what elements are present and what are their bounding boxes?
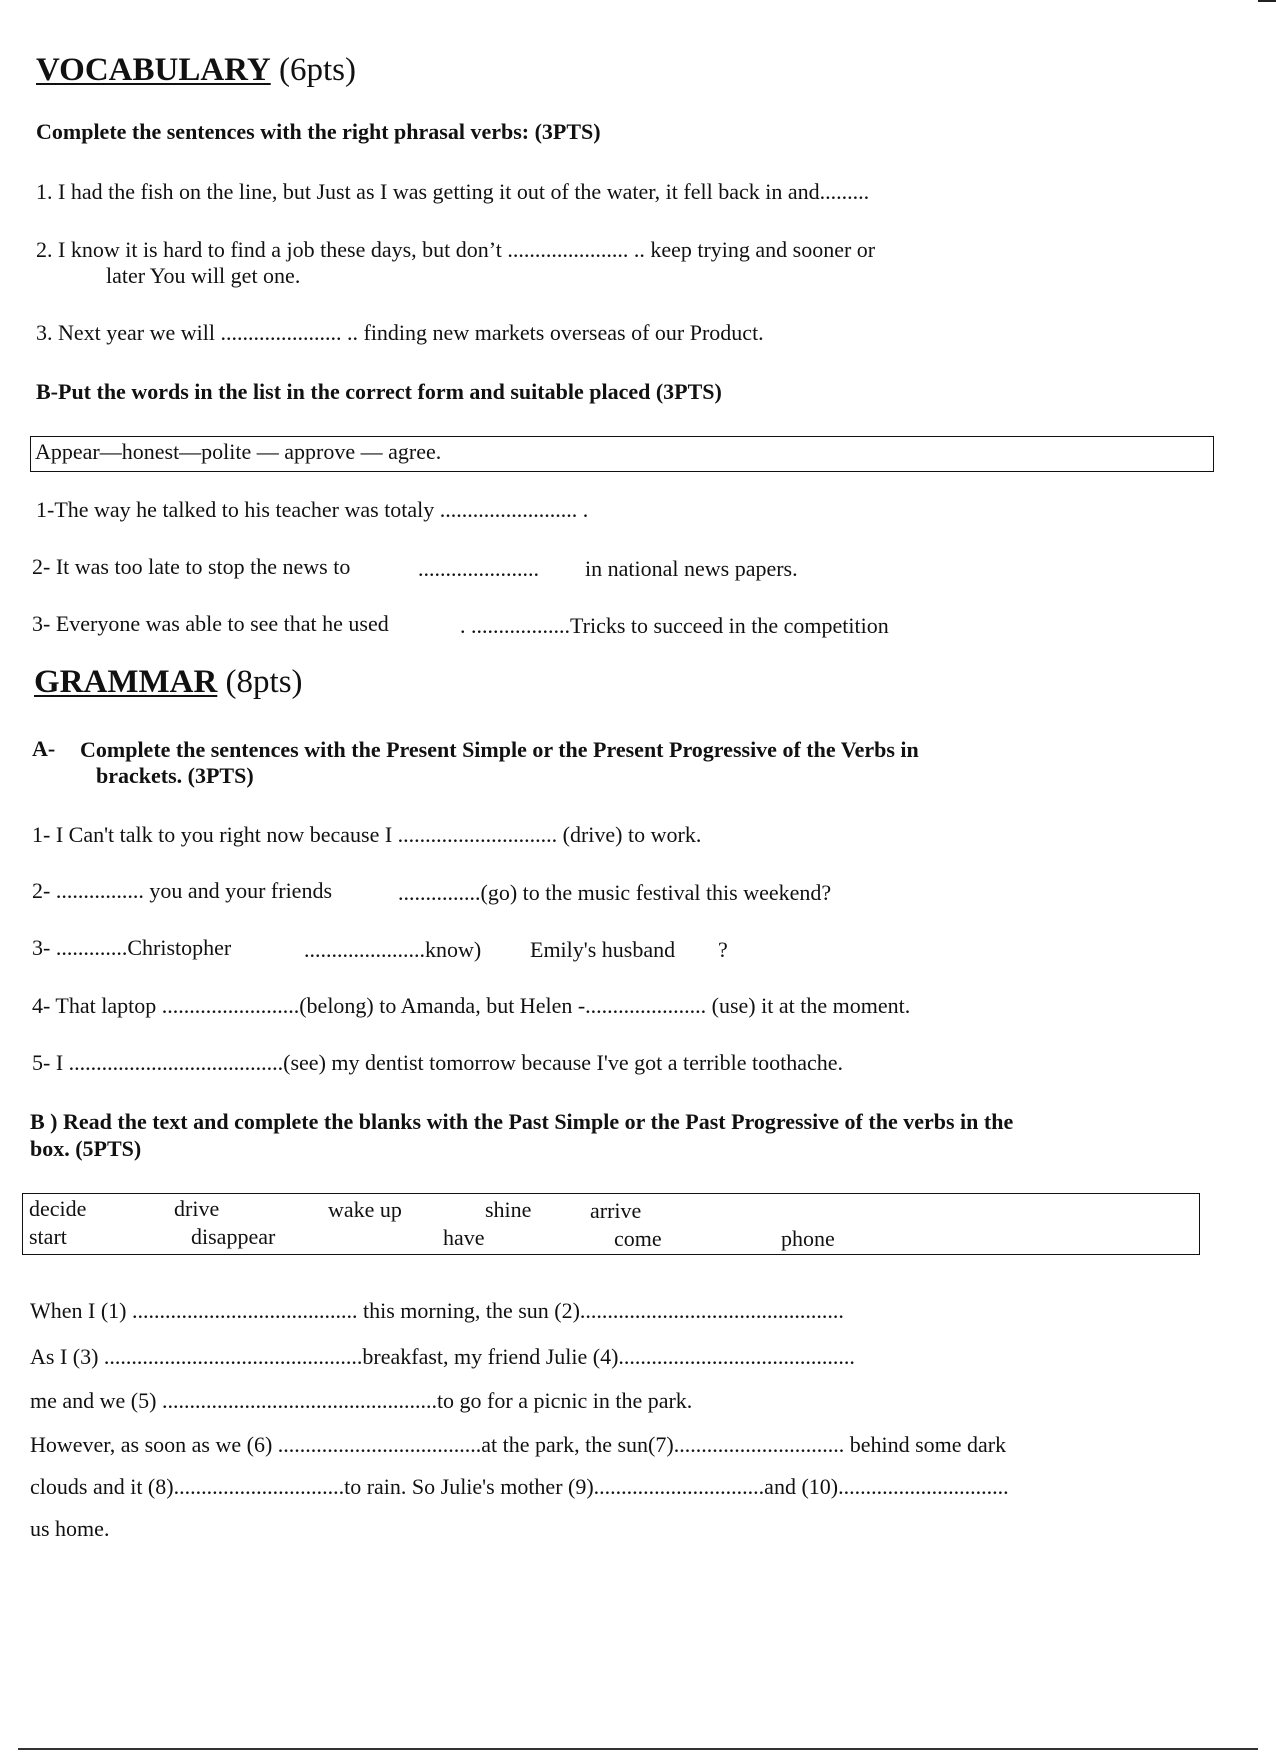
grammar-a-item-1: 1- I Can't talk to you right now because I ............................. (drive) to work. [32, 822, 702, 847]
verb-wake-up: wake up [328, 1197, 402, 1222]
grammar-verb-box [22, 1193, 1200, 1255]
grammar-a-instruction-1: Complete the sentences with the Present Simple or the Present Progressive of the Verbs in [80, 737, 919, 762]
text-line-5: clouds and it (8)...............................to rain. So Julie's mother (9)...............................and (10)............................... [30, 1474, 1009, 1499]
vocab-a-item-1: 1. I had the fish on the line, but Just as I was getting it out of the water, it fell back in and......... [36, 179, 870, 204]
vocab-b-item-1: 1-The way he talked to his teacher was totaly ......................... . [36, 497, 589, 522]
grammar-b-instruction-1: B ) Read the text and complete the blanks with the Past Simple or the Past Progressive of the verbs in the [30, 1109, 1014, 1134]
vocab-a-item-2: 2. I know it is hard to find a job these days, but don’t ...................... .. keep trying and sooner or [36, 237, 876, 262]
verb-phone: phone [781, 1226, 835, 1251]
vocab-b-item-2-blank: ...................... [418, 556, 539, 581]
grammar-points: (8pts) [225, 664, 303, 700]
grammar-b-instruction-2: box. (5PTS) [30, 1136, 142, 1161]
grammar-a-item-3-end: Emily's husband [530, 937, 676, 962]
grammar-a-item-4: 4- That laptop .........................(belong) to Amanda, but Helen -...................... (use) it at the moment. [32, 993, 911, 1018]
text-line-6: us home. [30, 1516, 110, 1541]
vocab-b-item-3: 3- Everyone was able to see that he used [32, 611, 389, 636]
text-line-2: As I (3) ...............................................breakfast, my friend Julie (4)........................................... [30, 1344, 855, 1369]
vocabulary-heading [36, 52, 356, 89]
grammar-a-instruction-2: brackets. (3PTS) [96, 763, 254, 788]
grammar-heading [34, 664, 303, 701]
vocab-b-item-2: 2- It was too late to stop the news to [32, 554, 351, 579]
verb-decide: decide [29, 1196, 87, 1221]
vocab-a-item-3: 3. Next year we will ...................... .. finding new markets overseas of our Product. [36, 320, 764, 345]
grammar-a-item-3-blank: ......................know) [304, 937, 482, 962]
vocabulary-title: VOCABULARY [36, 52, 271, 88]
verb-come: come [614, 1226, 662, 1251]
vocab-word-list-box [30, 436, 1214, 472]
verb-start: start [29, 1224, 67, 1249]
grammar-a-label: A- [32, 736, 56, 761]
verb-arrive: arrive [590, 1198, 642, 1223]
text-line-1: When I (1) ......................................... this morning, the sun (2)................................................ [30, 1298, 844, 1323]
vocab-a-instruction: Complete the sentences with the right phrasal verbs: (3PTS) [36, 119, 601, 144]
vocab-b-item-3-end: . ..................Tricks to succeed in the competition [460, 613, 889, 638]
vocab-b-instruction: B-Put the words in the list in the correct form and suitable placed (3PTS) [36, 379, 722, 404]
page-bottom-rule [18, 1748, 1258, 1750]
vocabulary-points: (6pts) [278, 52, 356, 88]
corner-mark [1258, 0, 1276, 2]
text-line-3: me and we (5) ..................................................to go for a picnic in the park. [30, 1388, 693, 1413]
verb-shine: shine [485, 1197, 532, 1222]
grammar-a-item-2-end: ...............(go) to the music festival this weekend? [398, 880, 832, 905]
grammar-a-item-3: 3- .............Christopher [32, 935, 232, 960]
vocab-word-list: Appear—honest—polite — approve — agree. [35, 439, 442, 464]
grammar-title: GRAMMAR [34, 664, 218, 700]
verb-have: have [443, 1225, 485, 1250]
vocab-b-item-2-end: in national news papers. [585, 556, 798, 581]
text-line-4: However, as soon as we (6) .....................................at the park, the sun(7)............................... behind some dark [30, 1432, 1007, 1457]
grammar-a-item-3-qmark: ? [718, 937, 728, 962]
grammar-a-item-5: 5- I .......................................(see) my dentist tomorrow because I've got a terrible toothache. [32, 1050, 844, 1075]
grammar-a-item-2: 2- ................ you and your friends [32, 878, 333, 903]
verb-disappear: disappear [191, 1224, 276, 1249]
verb-drive: drive [174, 1196, 220, 1221]
vocab-a-item-2-cont: later You will get one. [106, 263, 301, 288]
